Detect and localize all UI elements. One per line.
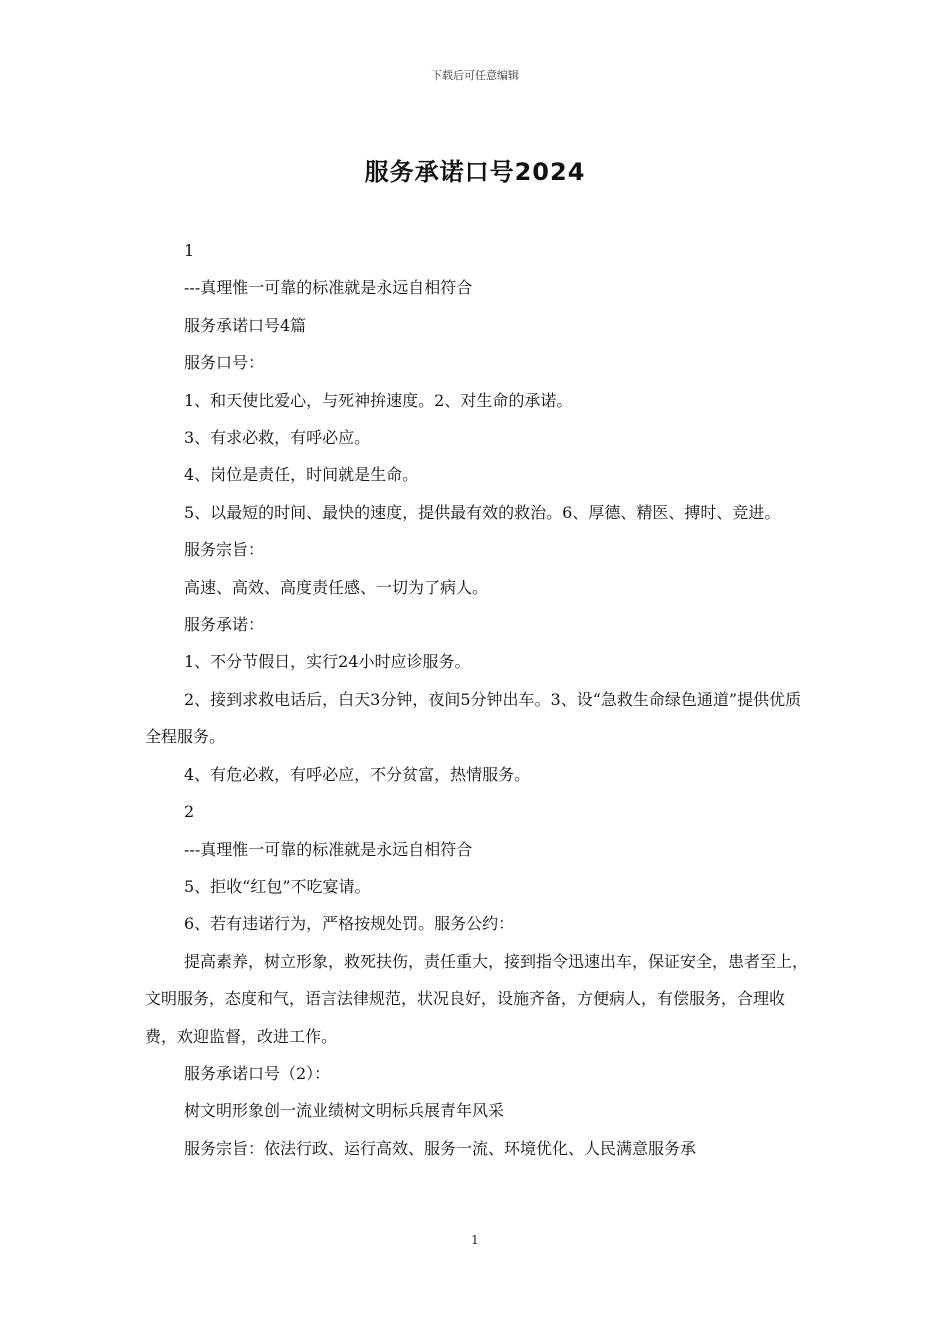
- paragraph: 2、接到求救电话后，白天3分钟，夜间5分钟出车。3、设“急救生命绿色通道”提供优质全程服务。: [145, 689, 802, 747]
- paragraph: 1、和天使比爱心，与死神拚速度。2、对生命的承诺。: [184, 390, 573, 410]
- paragraph: 3、有求必救，有呼必应。: [184, 428, 371, 448]
- paragraph: 4、有危必救，有呼必应，不分贫富，热情服务。: [184, 764, 531, 784]
- paragraph: 服务承诺：: [184, 615, 265, 635]
- paragraph: 2: [184, 802, 195, 822]
- page-number: 1: [471, 1233, 479, 1247]
- paragraph: 服务宗旨：: [184, 540, 265, 560]
- paragraph: ---真理惟一可靠的标准就是永远自相符合: [184, 839, 473, 859]
- paragraph: 提高素养，树立形象，救死扶伤，责任重大，接到指令迅速出车，保证安全，患者至上，文明服务，态度和气，语言法律规范，状况良好，设施齐备，方便病人，有偿服务，合理收费，欢迎监督，改进工作。: [145, 951, 809, 1046]
- paragraph: 4、岗位是责任，时间就是生命。: [184, 465, 419, 485]
- paragraph: 服务口号：: [184, 353, 265, 373]
- paragraph: 5、拒收“红包”不吃宴请。: [184, 876, 371, 896]
- document-body: [145, 232, 809, 1167]
- document-title: 服务承诺口号2024: [364, 158, 586, 186]
- paragraph: 5、以最短的时间、最快的速度，提供最有效的救治。6、厚德、精医、搏时、竞进。: [184, 502, 781, 522]
- paragraph: 高速、高效、高度责任感、一切为了病人。: [184, 577, 489, 597]
- paragraph: 1、不分节假日，实行24小时应诊服务。: [184, 652, 471, 672]
- paragraph: 树文明形象创一流业绩树文明标兵展青年风采: [184, 1101, 505, 1121]
- paragraph: 1: [184, 241, 195, 260]
- paragraph: 服务承诺口号（2）：: [184, 1063, 331, 1083]
- paragraph: 服务宗旨：依法行政、运行高效、服务一流、环境优化、人民满意服务承: [184, 1138, 697, 1158]
- page-header: 下载后可任意编辑: [431, 69, 519, 82]
- paragraph: 6、若有违诺行为，严格按规处罚。服务公约：: [184, 914, 515, 934]
- paragraph: 服务承诺口号4篇: [184, 315, 307, 335]
- paragraph: ---真理惟一可靠的标准就是永远自相符合: [184, 278, 473, 298]
